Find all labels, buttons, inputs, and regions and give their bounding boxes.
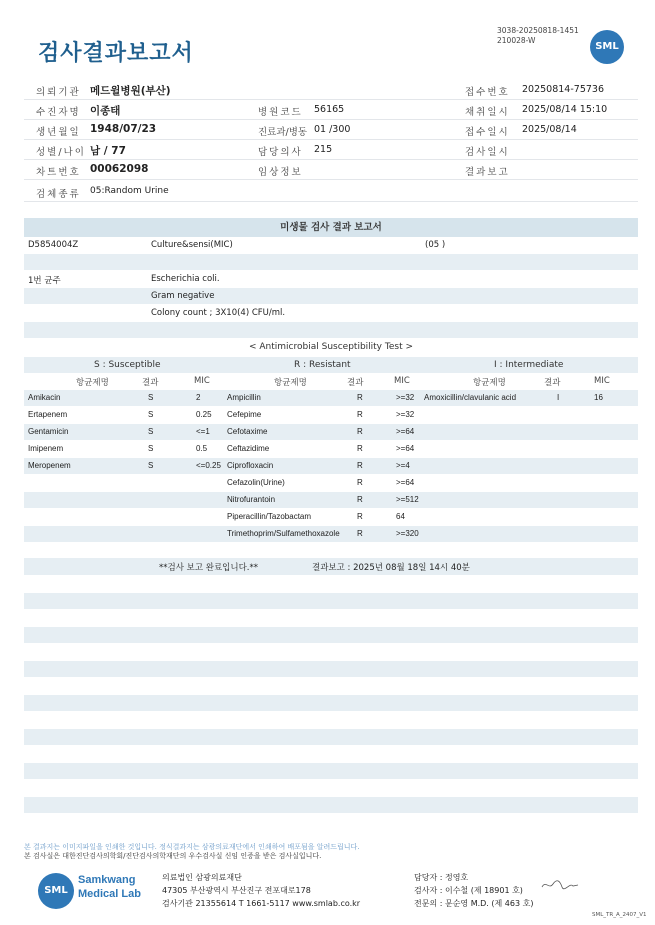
hospital-value: 메드윌병원(부산) xyxy=(90,85,171,97)
ast-result-cell: S xyxy=(148,461,154,470)
blank-band xyxy=(24,729,638,745)
ast-drug-cell: Cefotaxime xyxy=(227,427,268,436)
receipt-no-label: 접수번호 xyxy=(465,87,510,98)
collect-date-label: 채취일시 xyxy=(465,107,510,118)
ast-legend-row xyxy=(24,357,638,373)
sex-age-label: 성별/나이 xyxy=(36,147,86,158)
organism-line-1: Escherichia coli. xyxy=(151,274,220,284)
table-row xyxy=(24,526,638,542)
info-row-name xyxy=(24,100,638,120)
col-result-3: 결과 xyxy=(544,378,561,388)
name-label: 수진자명 xyxy=(36,107,81,118)
organization-info xyxy=(162,871,360,910)
ast-drug-cell: Gentamicin xyxy=(28,427,69,436)
report-time: 결과보고 : 2025년 08월 18일 14시 40분 xyxy=(312,563,470,573)
ast-drug-cell: Ertapenem xyxy=(28,410,68,419)
hospital-label: 의뢰기관 xyxy=(36,87,81,98)
sex-age-value: 남 / 77 xyxy=(90,145,126,157)
col-drug-2: 항균제명 xyxy=(274,378,307,388)
ast-drug-cell: Cefepime xyxy=(227,410,262,419)
blank-band xyxy=(24,254,638,270)
sml-footer-logo: SML xyxy=(38,873,74,909)
ast-result-cell: S xyxy=(148,393,154,402)
blank-band xyxy=(24,780,638,796)
col-mic-2: MIC xyxy=(394,376,410,386)
image-notice: 본 결과지는 이미지파일을 인쇄한 것입니다. 정식결과지는 삼광의료재단에서 인쇄하여 배포됨을 알려드립니다. xyxy=(24,843,360,851)
ast-mic-cell: >=4 xyxy=(396,461,410,470)
table-row xyxy=(24,424,638,440)
blank-band xyxy=(24,593,638,609)
col-result-2: 결과 xyxy=(347,378,364,388)
ast-result-cell: R xyxy=(357,410,363,419)
document-id-line2: 210028-W xyxy=(497,36,536,45)
organism-row-1 xyxy=(24,271,638,287)
blank-band xyxy=(24,678,638,694)
table-row xyxy=(24,492,638,508)
legend-intermediate: I : Intermediate xyxy=(494,360,564,370)
ast-drug-cell: Piperacillin/Tazobactam xyxy=(227,512,312,521)
ast-result-cell: R xyxy=(357,393,363,402)
legend-resistant: R : Resistant xyxy=(294,360,351,370)
staff-specialist: 전문의 : 문순영 M.D. (제 463 호) xyxy=(414,899,534,908)
blank-band xyxy=(24,576,638,592)
col-mic-3: MIC xyxy=(594,376,610,386)
test-date-label: 검사일시 xyxy=(465,147,510,158)
page-title: 검사결과보고서 xyxy=(38,41,194,66)
test-row xyxy=(24,237,638,253)
form-code: SML_TR_A_2407_V1 xyxy=(592,912,647,918)
table-row xyxy=(24,407,638,423)
ast-title: < Antimicrobial Susceptibility Test > xyxy=(249,342,413,352)
col-drug-3: 항균제명 xyxy=(473,378,506,388)
ast-drug-cell: Amikacin xyxy=(28,393,61,402)
ast-mic-cell: >=64 xyxy=(396,478,415,487)
ast-drug-cell: Trimethoprim/Sulfamethoxazole xyxy=(227,529,340,538)
ast-mic-cell: <=1 xyxy=(196,427,210,436)
blank-band xyxy=(24,797,638,813)
table-row xyxy=(24,509,638,525)
table-row xyxy=(24,390,638,406)
staff-tester: 검사자 : 이수철 (제 18901 호) xyxy=(414,886,523,895)
info-row-hospital xyxy=(24,80,638,100)
dept-value: 01 /300 xyxy=(314,124,351,135)
document-id-line1: 3038-20250818-1451 xyxy=(497,26,579,35)
ast-drug-cell: Imipenem xyxy=(28,444,64,453)
company-logo-text xyxy=(78,873,141,901)
company-name-1: Samkwang xyxy=(78,874,136,886)
ast-mic-cell: 0.5 xyxy=(196,444,208,453)
accreditation-notice: 본 검사실은 대한진단검사의학회/진단검사의학재단의 우수검사실 신임 인증을 받은 검사실입니다. xyxy=(24,852,322,860)
dept-label: 진료과/병동 xyxy=(258,127,308,138)
ast-result-cell: R xyxy=(357,495,363,504)
ast-drug-cell: Amoxicillin/clavulanic acid xyxy=(424,393,517,402)
ast-mic-cell: 16 xyxy=(594,393,603,402)
ast-mic-cell: 0.25 xyxy=(196,410,212,419)
blank-band xyxy=(24,627,638,643)
table-row xyxy=(24,441,638,457)
sml-logo: SML xyxy=(590,30,624,64)
col-drug-1: 항균제명 xyxy=(76,378,109,388)
table-row xyxy=(24,458,638,474)
org-name: 의료법인 삼광의료재단 xyxy=(162,873,242,882)
clinical-label: 임상정보 xyxy=(258,167,303,178)
receipt-date-label: 접수일시 xyxy=(465,127,510,138)
ast-result-cell: I xyxy=(557,393,560,402)
doctor-value: 215 xyxy=(314,144,333,155)
ast-result-cell: S xyxy=(148,410,154,419)
ast-drug-cell: Cefazolin(Urine) xyxy=(227,478,285,487)
blank-band xyxy=(24,644,638,660)
ast-mic-cell: <=0.25 xyxy=(196,461,221,470)
ast-result-cell: R xyxy=(357,512,363,521)
ast-drug-cell: Meropenem xyxy=(28,461,71,470)
hospital-code-label: 병원코드 xyxy=(258,107,303,118)
table-row xyxy=(24,475,638,491)
staff-info xyxy=(414,871,533,910)
ast-result-cell: S xyxy=(148,444,154,453)
ast-result-cell: R xyxy=(357,478,363,487)
col-mic-1: MIC xyxy=(194,376,210,386)
ast-mic-cell: >=320 xyxy=(396,529,419,538)
completion-text: **검사 보고 완료입니다.** xyxy=(159,563,259,573)
ast-mic-cell: 2 xyxy=(196,393,201,402)
ast-column-header xyxy=(24,374,638,389)
organism-row-2 xyxy=(24,288,638,304)
organism-line-3: Colony count ; 3X10(4) CFU/ml. xyxy=(151,308,286,318)
ast-drug-cell: Nitrofurantoin xyxy=(227,495,276,504)
ast-mic-cell: >=512 xyxy=(396,495,419,504)
ast-result-cell: R xyxy=(357,461,363,470)
receipt-date-value: 2025/08/14 xyxy=(522,124,577,135)
blank-band xyxy=(24,746,638,762)
completion-row xyxy=(24,558,638,575)
ast-drug-cell: Ceftazidime xyxy=(227,444,270,453)
name-value: 이종태 xyxy=(90,105,121,117)
birth-value: 1948/07/23 xyxy=(90,123,157,135)
legend-susceptible: S : Susceptible xyxy=(94,360,161,370)
ast-result-cell: S xyxy=(148,427,154,436)
signature-icon xyxy=(540,878,580,892)
ast-mic-cell: >=32 xyxy=(396,393,415,402)
chart-value: 00062098 xyxy=(90,163,149,175)
document-id xyxy=(497,26,579,46)
hospital-code-value: 56165 xyxy=(314,104,345,115)
organism-line-2: Gram negative xyxy=(151,291,215,301)
company-name-2: Medical Lab xyxy=(78,888,141,900)
micro-section-title: 미생물 검사 결과 보고서 xyxy=(24,218,638,237)
organism-label: 1번 균주 xyxy=(28,276,61,286)
info-row-sex xyxy=(24,140,638,160)
ast-result-cell: R xyxy=(357,427,363,436)
blank-band xyxy=(24,322,638,338)
result-report-label: 결과보고 xyxy=(465,167,510,178)
info-row-birth xyxy=(24,120,638,140)
blank-band xyxy=(24,763,638,779)
test-name: Culture&sensi(MIC) xyxy=(151,240,233,250)
organism-row-3 xyxy=(24,305,638,321)
ast-result-cell: R xyxy=(357,529,363,538)
ast-mic-cell: >=64 xyxy=(396,444,415,453)
doctor-label: 담당의사 xyxy=(258,147,303,158)
receipt-no-value: 20250814-75736 xyxy=(522,84,605,95)
ast-mic-cell: 64 xyxy=(396,512,405,521)
col-result-1: 결과 xyxy=(142,378,159,388)
org-address: 47305 부산광역시 부산진구 전포대로178 xyxy=(162,886,311,895)
test-code2: (05 ) xyxy=(425,240,446,250)
info-row-chart xyxy=(24,160,638,180)
blank-band xyxy=(24,814,638,830)
ast-result-cell: R xyxy=(357,444,363,453)
blank-band xyxy=(24,610,638,626)
ast-mic-cell: >=32 xyxy=(396,410,415,419)
birth-label: 생년월일 xyxy=(36,127,81,138)
ast-drug-cell: Ampicillin xyxy=(227,393,261,402)
chart-label: 차트번호 xyxy=(36,167,81,178)
ast-mic-cell: >=64 xyxy=(396,427,415,436)
specimen-value: 05:Random Urine xyxy=(90,186,169,196)
org-contact: 검사기관 21355614 T 1661-5117 www.smlab.co.kr xyxy=(162,899,361,908)
ast-drug-cell: Ciprofloxacin xyxy=(227,461,274,470)
blank-band xyxy=(24,712,638,728)
collect-date-value: 2025/08/14 15:10 xyxy=(522,104,608,115)
staff-manager: 담당자 : 정영호 xyxy=(414,873,469,882)
specimen-label: 검체종류 xyxy=(36,189,81,200)
test-code: D5854004Z xyxy=(28,240,79,250)
blank-band xyxy=(24,661,638,677)
blank-band xyxy=(24,695,638,711)
info-row-specimen xyxy=(24,182,638,202)
